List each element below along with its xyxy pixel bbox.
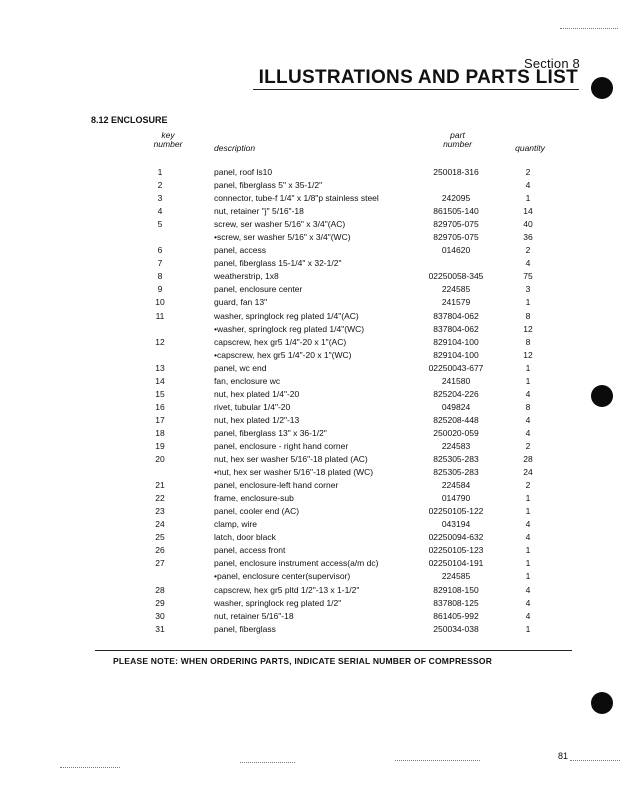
part-description: capscrew, hex gr5 1/4"-20 x 1"(AC) <box>214 336 347 347</box>
part-number: 837804-062 <box>433 310 479 321</box>
part-description: capscrew, hex gr5 pltd 1/2"-13 x 1-1/2" <box>214 584 360 595</box>
quantity: 4 <box>525 180 531 191</box>
key-header-text: key number <box>153 130 183 149</box>
quantity: 3 <box>525 284 531 295</box>
key-number: 29 <box>155 597 165 608</box>
part-number: 02250105-123 <box>428 545 484 556</box>
key-number: 11 <box>155 310 165 321</box>
table-row <box>0 414 641 427</box>
table-row <box>0 531 641 544</box>
part-description: •nut, hex ser washer 5/16"-18 plated (WC) <box>214 467 374 478</box>
scan-mark <box>60 767 120 769</box>
table-row <box>0 362 641 375</box>
key-number: 27 <box>155 558 165 569</box>
key-number: 23 <box>155 506 165 517</box>
key-number: 30 <box>155 610 165 621</box>
key-number: 26 <box>155 545 165 556</box>
quantity: 1 <box>525 571 531 582</box>
quantity-header: quantity <box>515 143 545 153</box>
part-number: 014790 <box>441 493 471 504</box>
part-number: 241580 <box>441 375 471 386</box>
part-number: 837808-125 <box>433 597 479 608</box>
part-number: 250018-316 <box>433 167 479 177</box>
table-row <box>0 310 641 323</box>
table-row <box>0 323 641 336</box>
quantity: 2 <box>525 245 531 256</box>
table-row <box>0 544 641 557</box>
table-row <box>0 401 641 414</box>
table-row <box>0 623 641 636</box>
quantity: 1 <box>525 193 531 204</box>
bottom-rule <box>95 650 572 651</box>
key-number: 2 <box>157 180 163 191</box>
part-number: 861505-140 <box>433 206 479 217</box>
part-description: washer, springlock reg plated 1/2" <box>214 597 342 608</box>
quantity: 36 <box>523 232 533 243</box>
quantity: 8 <box>525 336 531 347</box>
table-row <box>0 518 641 531</box>
part-number: 02250094-632 <box>428 532 484 543</box>
table-row <box>0 375 641 388</box>
parts-table <box>0 166 641 636</box>
key-number: 13 <box>155 362 165 373</box>
key-number: 22 <box>155 493 165 504</box>
quantity: 28 <box>523 454 533 465</box>
key-number: 5 <box>157 219 163 230</box>
description-header: description <box>214 143 256 153</box>
quantity: 24 <box>523 467 533 478</box>
part-number: 825305-283 <box>433 454 479 465</box>
key-number: 15 <box>155 388 165 399</box>
quantity: 4 <box>525 519 531 530</box>
quantity: 4 <box>525 584 531 595</box>
quantity: 2 <box>525 167 531 177</box>
quantity: 1 <box>525 375 531 386</box>
table-row <box>0 597 641 610</box>
section-label: Section 8 <box>523 56 580 71</box>
table-row <box>0 492 641 505</box>
part-description: panel, enclosure - right hand corner <box>214 440 349 451</box>
table-row <box>0 296 641 309</box>
part-number: 224583 <box>441 440 471 451</box>
part-description: nut, hex plated 1/2"-13 <box>214 414 300 425</box>
part-number: 825305-283 <box>433 467 479 478</box>
table-row <box>0 270 641 283</box>
part-number: 861405-992 <box>433 610 479 621</box>
quantity: 1 <box>525 362 531 373</box>
table-row <box>0 336 641 349</box>
part-description: screw, ser washer 5/16" x 3/4"(AC) <box>214 219 346 230</box>
quantity: 4 <box>525 610 531 621</box>
part-description: rivet, tubular 1/4"-20 <box>214 401 291 412</box>
table-row <box>0 192 641 205</box>
table-row <box>0 388 641 401</box>
quantity: 2 <box>525 480 531 491</box>
part-description: panel, access front <box>214 545 286 556</box>
part-number: 829104-100 <box>433 349 479 360</box>
key-number: 18 <box>155 427 165 438</box>
key-number: 6 <box>157 245 163 256</box>
scan-mark <box>560 28 618 30</box>
part-number: 829705-075 <box>433 232 479 243</box>
key-number: 21 <box>155 480 165 491</box>
quantity: 40 <box>523 219 533 230</box>
part-number: 224585 <box>441 284 471 295</box>
part-description: panel, fiberglass 15-1/4" x 32-1/2" <box>214 258 342 269</box>
key-number: 24 <box>155 519 165 530</box>
quantity: 8 <box>525 401 531 412</box>
title-underline <box>253 89 579 90</box>
part-number: 241579 <box>441 297 471 308</box>
part-description: weatherstrip, 1x8 <box>214 271 279 282</box>
table-row <box>0 283 641 296</box>
key-number-header <box>143 131 193 149</box>
part-number: 829108-150 <box>433 584 479 595</box>
table-row <box>0 244 641 257</box>
table-row <box>0 570 641 583</box>
key-number: 12 <box>155 336 165 347</box>
part-number: 242095 <box>441 193 471 204</box>
table-row <box>0 453 641 466</box>
punch-hole-bottom <box>591 692 613 714</box>
scan-mark <box>395 760 480 762</box>
part-description: frame, enclosure-sub <box>214 493 294 504</box>
part-description: panel, fiberglass 5" x 35-1/2" <box>214 180 323 191</box>
part-number: 043194 <box>441 519 471 530</box>
part-number: 02250043-677 <box>428 362 484 373</box>
part-description: fan, enclosure wc <box>214 375 281 386</box>
part-description: nut, retainer 5/16"-18 <box>214 610 294 621</box>
part-number: 250020-059 <box>433 427 479 438</box>
table-row <box>0 179 641 192</box>
table-row <box>0 610 641 623</box>
part-number: 224585 <box>441 571 471 582</box>
key-number: 10 <box>155 297 165 308</box>
quantity: 75 <box>523 271 533 282</box>
quantity: 4 <box>525 258 531 269</box>
part-number: 829104-100 <box>433 336 479 347</box>
table-row <box>0 257 641 270</box>
part-number: 825208-448 <box>433 414 479 425</box>
quantity: 1 <box>525 558 531 569</box>
part-description: nut, hex ser washer 5/16"-18 plated (AC) <box>214 454 368 465</box>
part-number: 02250104-191 <box>428 558 484 569</box>
part-description: panel, enclosure instrument access(a/m dc) <box>214 558 379 569</box>
part-description: panel, fiberglass 13" x 36-1/2" <box>214 427 327 438</box>
quantity: 4 <box>525 388 531 399</box>
table-row <box>0 427 641 440</box>
key-number: 16 <box>155 401 165 412</box>
part-description: •screw, ser washer 5/16" x 3/4"(WC) <box>214 232 351 243</box>
ordering-note: PLEASE NOTE: WHEN ORDERING PARTS, INDICATE SERIAL NUMBER OF COMPRESSOR <box>113 656 493 666</box>
quantity: 4 <box>525 427 531 438</box>
table-row <box>0 205 641 218</box>
part-description: panel, fiberglass <box>214 623 276 634</box>
part-header-text: part number <box>443 130 472 149</box>
scan-mark <box>570 760 620 762</box>
part-description: washer, springlock reg plated 1/4"(AC) <box>214 310 359 321</box>
part-description: nut, retainer "j" 5/16"-18 <box>214 206 304 217</box>
key-number: 28 <box>155 584 165 595</box>
table-row <box>0 584 641 597</box>
table-heading: 8.12 ENCLOSURE <box>91 115 168 125</box>
table-row <box>0 557 641 570</box>
table-row <box>0 479 641 492</box>
part-description: panel, cooler end (AC) <box>214 506 300 517</box>
part-description: •washer, springlock reg plated 1/4"(WC) <box>214 323 365 334</box>
part-description: •capscrew, hex gr5 1/4"-20 x 1"(WC) <box>214 349 352 360</box>
part-description: panel, access <box>214 245 266 256</box>
table-row <box>0 466 641 479</box>
part-number: 049824 <box>441 401 471 412</box>
quantity: 12 <box>523 323 533 334</box>
key-number: 25 <box>155 532 165 543</box>
table-row <box>0 166 641 179</box>
part-description: panel, enclosure center <box>214 284 303 295</box>
punch-hole-middle <box>591 385 613 407</box>
table-row <box>0 218 641 231</box>
quantity: 2 <box>525 440 531 451</box>
key-number: 8 <box>157 271 163 282</box>
key-number: 7 <box>157 258 163 269</box>
part-description: latch, door black <box>214 532 276 543</box>
part-number: 02250058-345 <box>428 271 484 282</box>
part-number: 014620 <box>441 245 471 256</box>
key-number: 4 <box>157 206 163 217</box>
table-row <box>0 231 641 244</box>
table-row <box>0 349 641 362</box>
page-number: 81 <box>558 751 569 761</box>
part-number: 250034-038 <box>433 623 479 634</box>
key-number: 19 <box>155 440 165 451</box>
key-number: 17 <box>155 414 165 425</box>
key-number: 31 <box>155 623 165 634</box>
quantity: 1 <box>525 297 531 308</box>
part-description: nut, hex plated 1/4"-20 <box>214 388 300 399</box>
part-description: panel, wc end <box>214 362 267 373</box>
part-number: 224584 <box>441 480 471 491</box>
part-description: panel, enclosure-left hand corner <box>214 480 339 491</box>
part-number: 837804-062 <box>433 323 479 334</box>
key-number: 14 <box>155 375 165 386</box>
quantity: 1 <box>525 545 531 556</box>
quantity: 1 <box>525 623 531 634</box>
quantity: 14 <box>523 206 533 217</box>
part-number: 825204-226 <box>433 388 479 399</box>
quantity: 12 <box>523 349 533 360</box>
part-description: guard, fan 13" <box>214 297 268 308</box>
part-number-header <box>430 131 485 149</box>
quantity: 1 <box>525 506 531 517</box>
punch-hole-top <box>591 77 613 99</box>
part-number: 02250105-122 <box>428 506 484 517</box>
key-number: 3 <box>157 193 163 204</box>
part-description: panel, roof ls10 <box>214 167 273 177</box>
key-number: 20 <box>155 454 165 465</box>
quantity: 1 <box>525 493 531 504</box>
quantity: 4 <box>525 414 531 425</box>
quantity: 4 <box>525 597 531 608</box>
quantity: 8 <box>525 310 531 321</box>
page-title: ILLUSTRATIONS AND PARTS LIST <box>258 67 578 88</box>
part-number: 829705-075 <box>433 219 479 230</box>
key-number: 9 <box>157 284 163 295</box>
table-row <box>0 505 641 518</box>
scan-mark <box>240 762 295 764</box>
part-description: •panel, enclosure center(supervisor) <box>214 571 351 582</box>
table-row <box>0 440 641 453</box>
key-number: 1 <box>157 167 163 177</box>
quantity: 4 <box>525 532 531 543</box>
part-description: connector, tube-f 1/4" x 1/8"p stainless steel <box>214 193 379 204</box>
part-description: clamp, wire <box>214 519 257 530</box>
